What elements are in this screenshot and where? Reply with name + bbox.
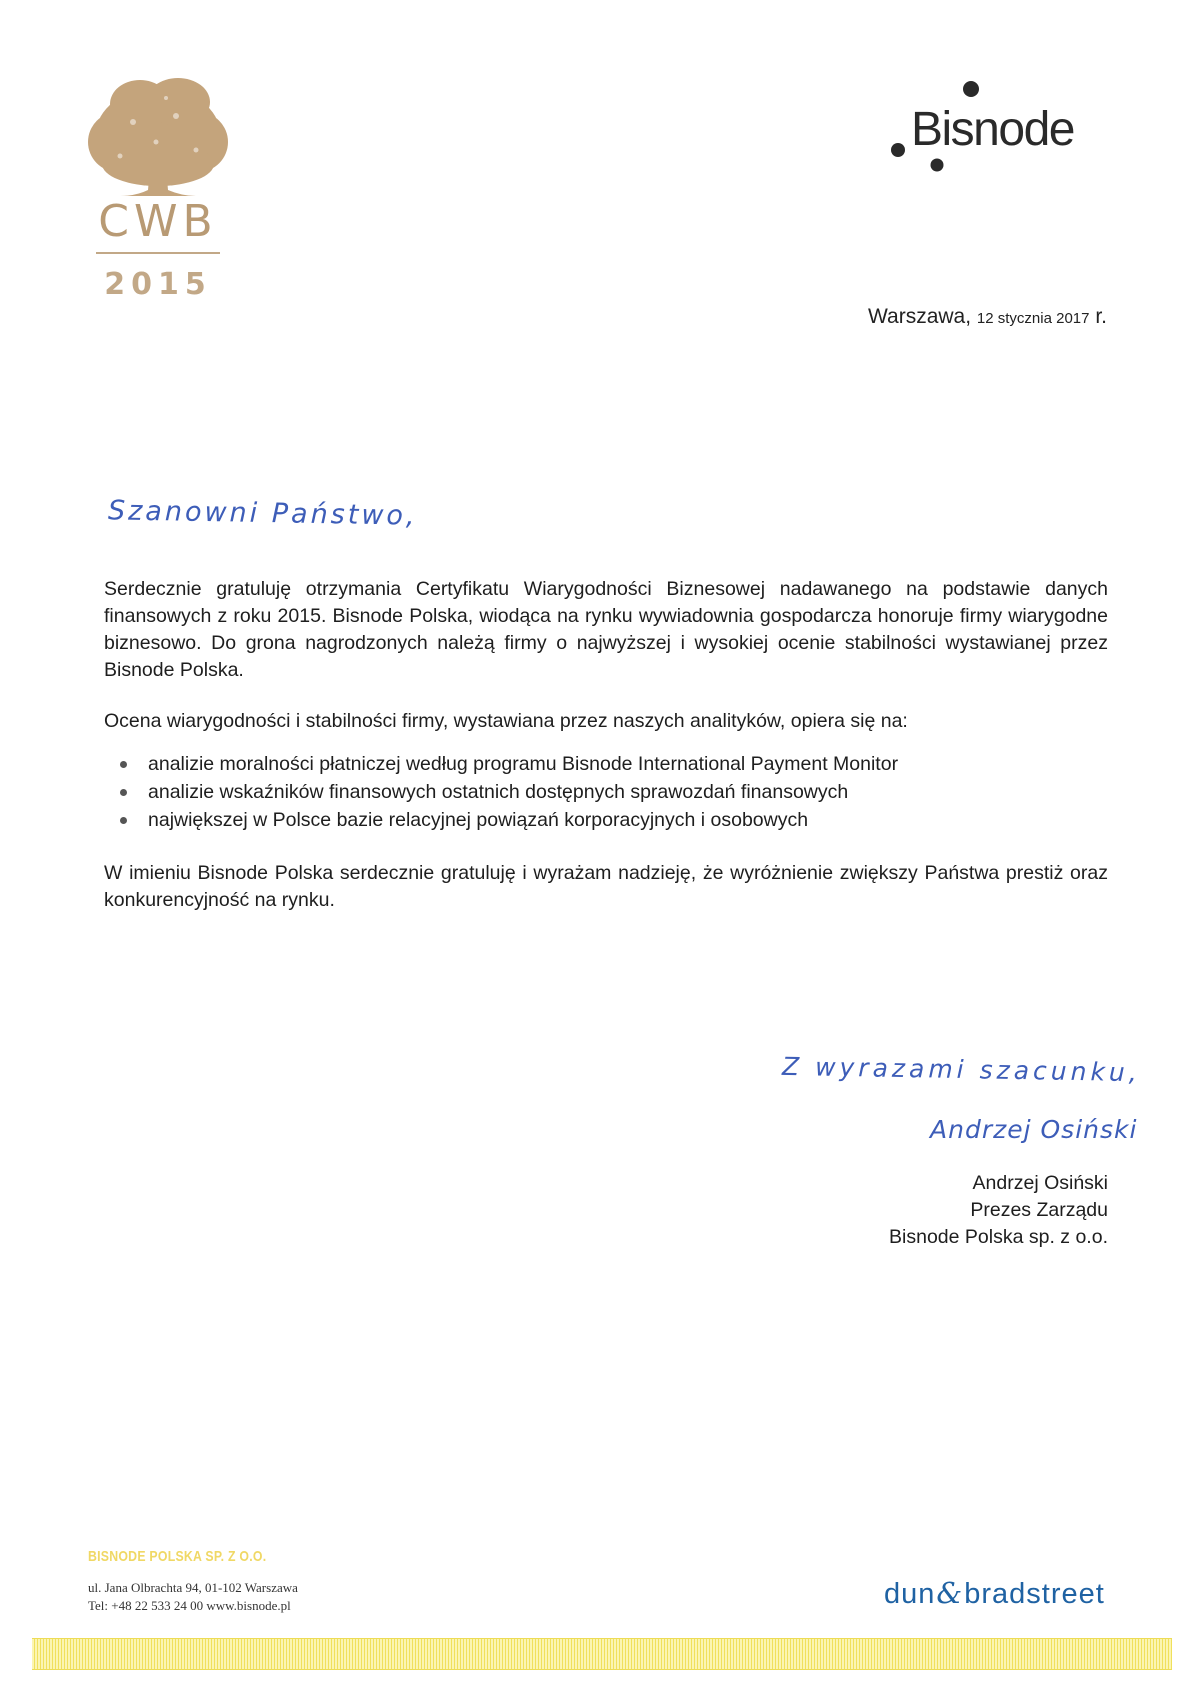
dun-bradstreet-logo [884,1576,1105,1611]
signature: Andrzej Osiński [930,1115,1138,1144]
dnb-right: bradstreet [964,1578,1105,1610]
bisnode-logo [880,78,1120,178]
list-item-text: największej w Polsce bazie relacyjnej powiązań korporacyjnych i osobowych [148,809,809,831]
date-suffix: r. [1095,305,1107,328]
date-city: Warszawa, [867,305,972,328]
list-item [104,778,1108,806]
handwritten-greeting: Szanowni Państwo, [107,495,418,532]
paragraph-assessment: Ocena wiarygodności i stabilności firmy, wystawiana przez naszych analityków, opiera się na: [104,710,908,732]
signer-title: Prezes Zarządu [970,1199,1108,1221]
footer-company-name: BISNODE POLSKA SP. Z O.O. [88,1548,267,1565]
bullet-icon [120,817,127,824]
bullet-icon [120,761,127,768]
bullet-icon [120,789,127,796]
cwb-text: CWB [98,196,218,247]
list-item-text: analizie moralności płatniczej według programu Bisnode International Payment Monitor [148,753,899,775]
list-item-text: analizie wskaźników finansowych ostatnich dostępnych sprawozdań finansowych [148,781,849,803]
letter-body [104,576,1108,914]
signer-name: Andrzej Osiński [972,1172,1108,1194]
paragraph-congratulations: Serdecznie gratuluję otrzymania Certyfikatu Wiarygodności Biznesowej nadawanego na podstawie danych finansowych z roku 2015. Bisnode Polska, wiodąca na rynku wywiadownia gospodarcza honoruje firmy wiarygodne biznesowo. Do grona nagrodzonych należą firmy o najwyższej i wysokiej ocenie stabilności wystawianej przez Bisnode Polska. [104,578,1108,681]
list-item [104,750,1108,778]
signer-company: Bisnode Polska sp. z o.o. [889,1226,1108,1248]
paragraph-closing: W imieniu Bisnode Polska serdecznie gratuluję i wyrażam nadzieję, że wyróżnienie zwiększy Państwa prestiż oraz konkurencyjność na rynku. [104,862,1108,911]
bisnode-wordmark: Bisnode [911,103,1074,156]
footer-contact: Tel: +48 22 533 24 00 www.bisnode.pl [88,1598,291,1613]
dnb-left: dun [884,1578,936,1610]
cwb-logo [78,72,238,312]
list-item [104,806,1108,834]
signer-block [889,1170,1108,1251]
decorative-footer-band [32,1638,1172,1670]
cwb-divider [96,252,220,254]
handwritten-closing: Z wyrazami szacunku, [781,1051,1142,1088]
cwb-year: 2015 [104,267,212,302]
footer-address: ul. Jana Olbrachta 94, 01-102 Warszawa [88,1580,298,1595]
ampersand-icon: & [936,1576,964,1610]
letter-date [868,305,1107,329]
date-value: 12 stycznia 2017 [976,310,1090,327]
criteria-list [104,750,1108,834]
